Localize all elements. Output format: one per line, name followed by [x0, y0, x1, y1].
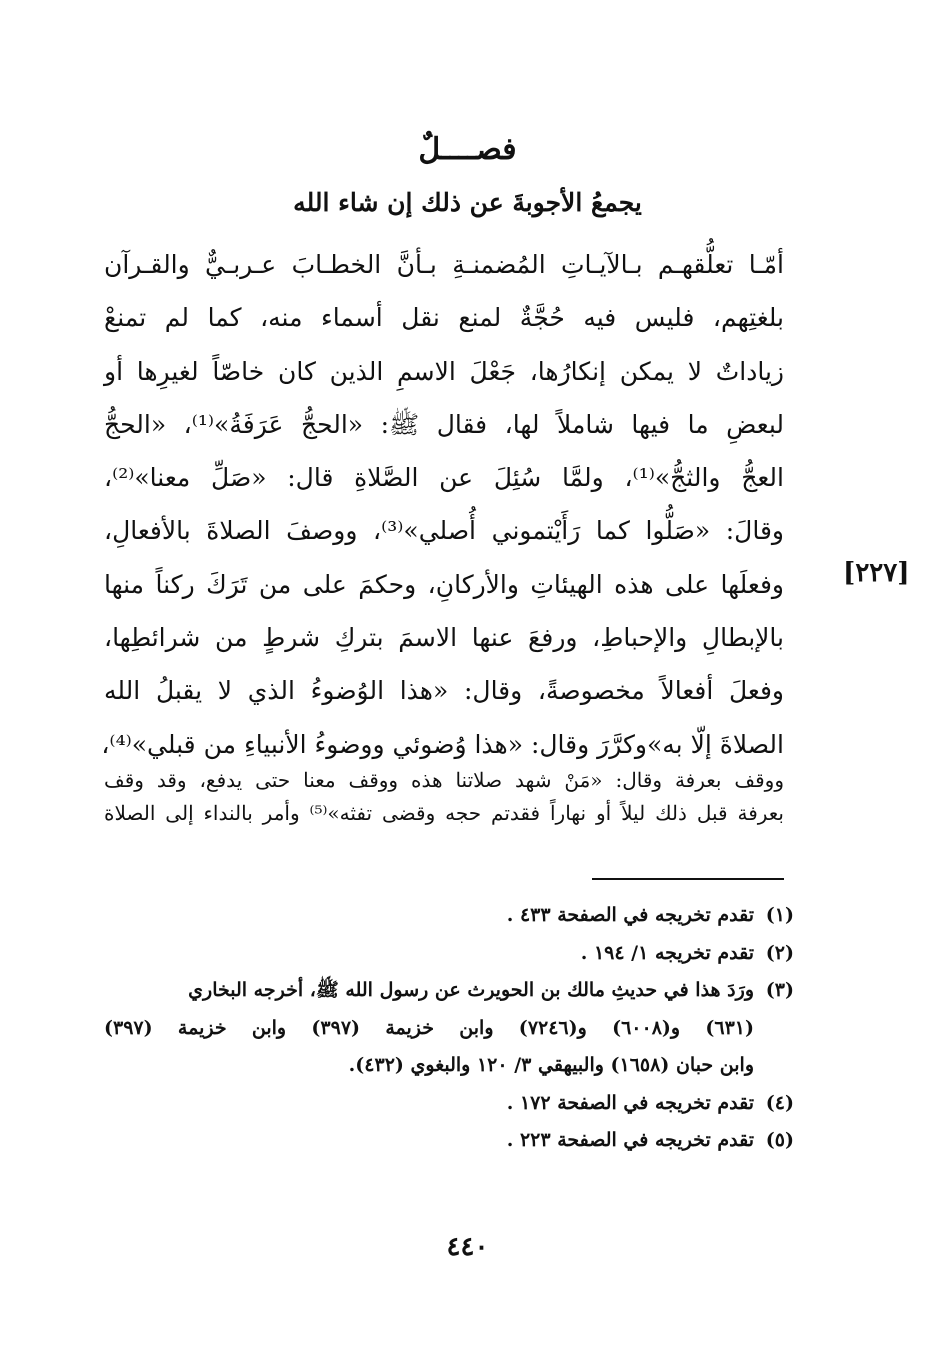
footnote-separator: [592, 878, 784, 880]
footnote-number: (٣): [765, 979, 794, 1001]
page-number: ٤٤٠: [446, 1232, 489, 1262]
footnote-text: تقدم تخريجه في الصفحة ١٧٢ .: [506, 1091, 754, 1114]
footnote: [104, 935, 794, 973]
text-line: وقالَ: «صَلُّوا كما رَأَيْتموني أُصلي»⁽³⁾، ووصفَ الصلاةَ بالأفعالِ،: [104, 516, 784, 546]
footnote-continuation: (٦٣١) و(٦٠٠٨) و(٧٢٤٦) وابن خزيمة (٣٩٧) وابن خزيمة (٣٩٧): [104, 1016, 754, 1039]
text-line: لبعضِ ما فيها شاملاً لها، فقال ﷺ: «الحجُّ عَرَفَةُ»⁽¹⁾، «الحجُّ: [104, 409, 784, 439]
main-text: [101, 238, 784, 771]
footnote-number: (٤): [765, 1091, 794, 1114]
text-line: زياداتٌ لا يمكن إنكارُها، جَعْلَ الاسمِ الذين كان خاصّاً لغيرِها أو: [104, 356, 784, 386]
text-line: بالإبطالِ والإحباطِ، ورفعَ عنها الاسمَ بتركِ شرطٍ من شرائطِها،: [104, 623, 784, 653]
footnote: [104, 897, 794, 935]
footnote-number: (٥): [765, 1129, 794, 1151]
footnote-number: (١): [765, 904, 794, 926]
text-line: وفعلَ أفعالاً مخصوصةً، وقال: «هذا الوُضوءُ الذي لا يقبلُ الله: [104, 676, 784, 706]
footnote-number: (٢): [765, 941, 794, 964]
text-line: العجُّ والثجُّ»⁽¹⁾، ولمَّا سُئِلَ عن الصَّلاةِ قال: «صَلِّ معنا»⁽²⁾،: [104, 463, 784, 493]
main-text-continued: [104, 764, 784, 830]
section-title: فصــــلٌ: [418, 132, 517, 167]
footnote: [104, 972, 794, 1010]
text-line: وفعلَها على هذه الهيئاتِ والأركانِ، وحكمَ على من تَرَكَ ركناً منها: [104, 569, 784, 599]
text-line: بعرفة قبل ذلك ليلاً أو نهاراً فقدتم حجه وقضى تفثه»⁽⁵⁾ وأمر بالنداء إلى الصلاة: [104, 801, 785, 825]
text-line: ووقف بعرفة وقال: «مَنْ شهد صلاتنا هذه ووقف معنا حتى يدفع، وقد وقف: [104, 768, 784, 792]
text-line: أمّـا تعلُّقهـم بـالآيـاتِ المُضمنـةِ بـأنَّ الخطـابَ عـربـيٌّ والقـرآن: [104, 250, 784, 279]
text-line: بلغتِهم، فليس فيه حُجَّةٌ لمنع نقل أسماء منه، كما لم تمنعْ: [104, 303, 784, 333]
footnote: [104, 1085, 794, 1123]
text-line: الصلاةَ إلّا به»وكرَّرَ وقال: «هذا وُضوئي ووضوءُ الأنبياءِ من قبلي»⁽⁴⁾،: [101, 729, 784, 759]
footnote-text: تقدم تخريجه في الصفحة ٤٣٣ .: [506, 904, 754, 926]
footnote-text: ورَدَ هذا في حديثِ مالك بن الحويرث عن رسول الله ﷺ، أخرجه البخاري: [188, 979, 754, 1001]
footnote: [104, 1122, 794, 1160]
footnote-continuation: وابن حبان (١٦٥٨) والبيهقي ٣/ ١٢٠ والبغوي (٤٣٢).: [348, 1054, 754, 1076]
section-subtitle: يجمعُ الأجوبةَ عن ذلك إن شاء الله: [293, 188, 642, 217]
footnotes: [104, 897, 794, 1160]
margin-page-reference: [٢٢٧]: [843, 558, 910, 588]
footnote-text: تقدم تخريجه في الصفحة ٢٢٣ .: [506, 1129, 754, 1151]
footnote-text: تقدم تخريجه ١/ ١٩٤ .: [580, 941, 754, 964]
